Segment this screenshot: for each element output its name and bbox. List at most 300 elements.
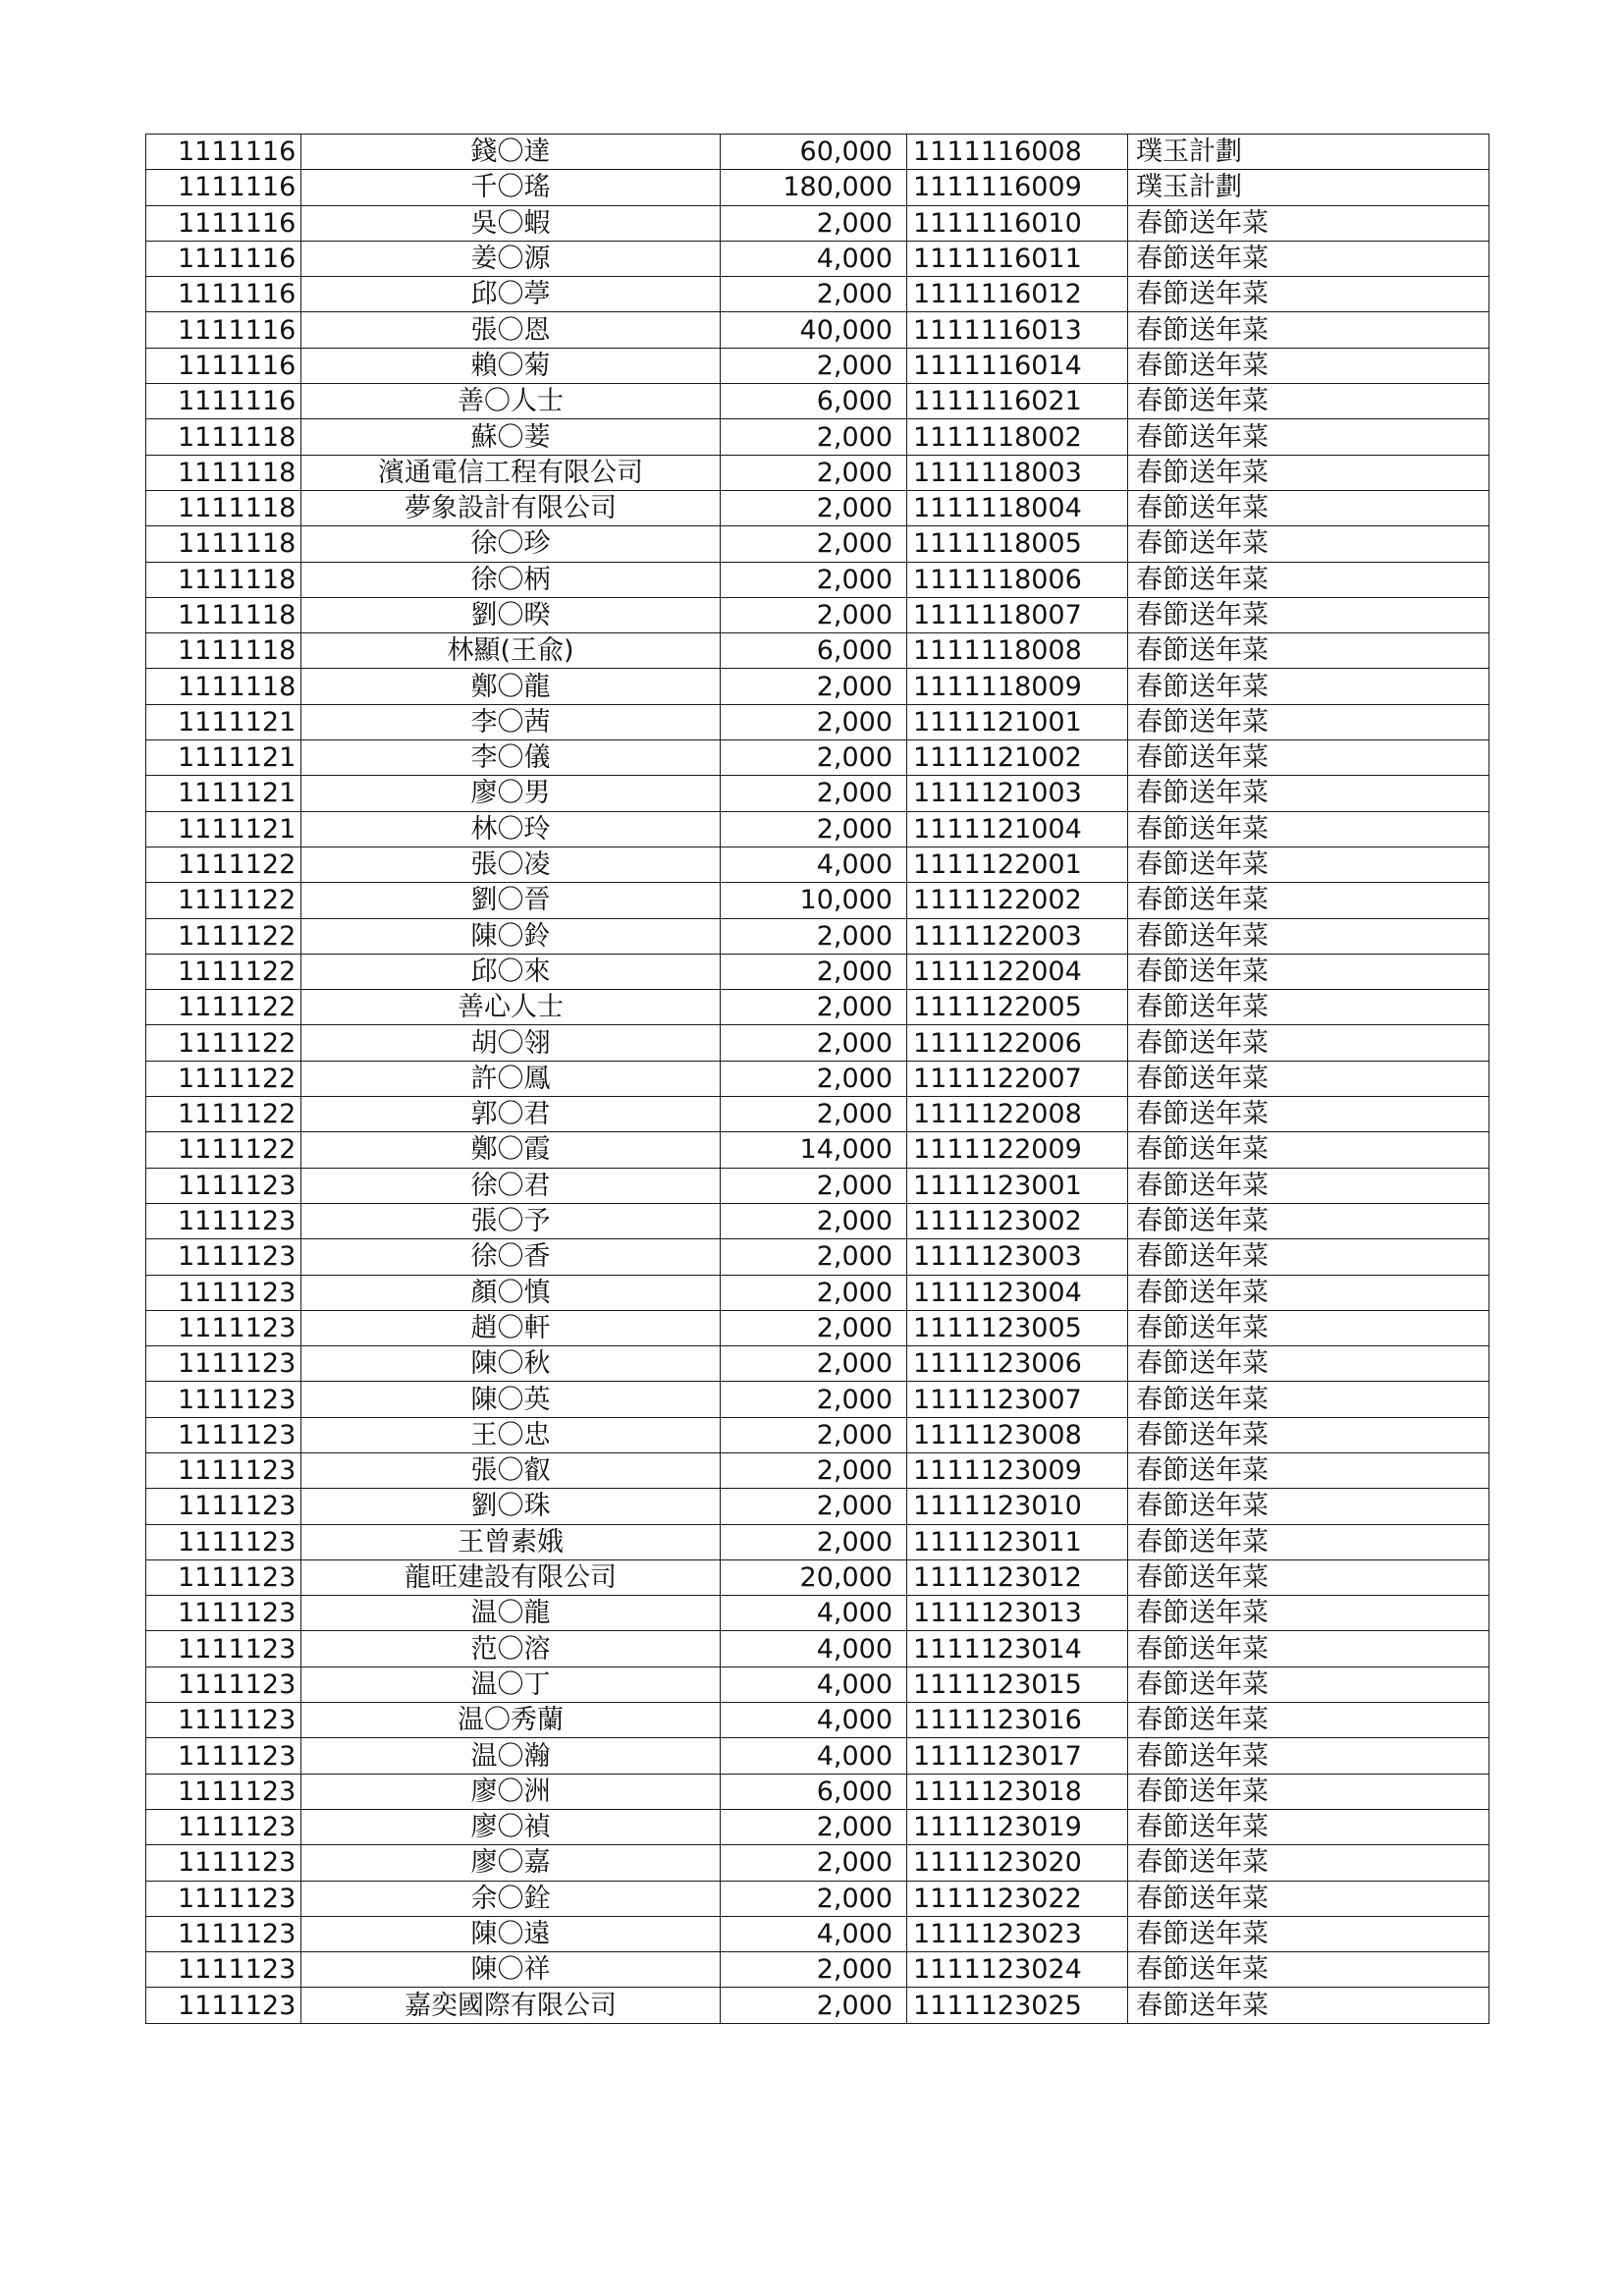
receipt-number-cell: 1111118004 — [907, 490, 1128, 525]
donor-name-cell: 龍旺建設有限公司 — [301, 1559, 721, 1595]
donor-name-cell: 廖〇男 — [301, 776, 721, 811]
table-row — [146, 1596, 1489, 1631]
receipt-number-cell: 1111116013 — [907, 312, 1128, 348]
purpose-cell: 春節送年菜 — [1128, 1061, 1489, 1096]
donor-name-cell: 徐〇珍 — [301, 526, 721, 562]
donor-name-cell: 徐〇君 — [301, 1168, 721, 1203]
amount-cell: 2,000 — [721, 1097, 907, 1132]
amount-cell: 4,000 — [721, 241, 907, 276]
amount-cell: 2,000 — [721, 1239, 907, 1275]
receipt-number-cell: 1111123008 — [907, 1417, 1128, 1452]
date-cell: 1111123 — [146, 1559, 301, 1595]
receipt-number-cell: 1111123016 — [907, 1703, 1128, 1738]
purpose-cell: 春節送年菜 — [1128, 1809, 1489, 1844]
purpose-cell: 春節送年菜 — [1128, 1489, 1489, 1524]
purpose-cell: 春節送年菜 — [1128, 954, 1489, 989]
date-cell: 1111123 — [146, 1703, 301, 1738]
table-row — [146, 811, 1489, 847]
receipt-number-cell: 1111121001 — [907, 704, 1128, 739]
purpose-cell: 春節送年菜 — [1128, 1952, 1489, 1988]
donor-name-cell: 廖〇嘉 — [301, 1845, 721, 1881]
purpose-cell: 春節送年菜 — [1128, 1845, 1489, 1881]
table-row — [146, 847, 1489, 882]
date-cell: 1111123 — [146, 1346, 301, 1382]
date-cell: 1111121 — [146, 776, 301, 811]
purpose-cell: 春節送年菜 — [1128, 526, 1489, 562]
purpose-cell: 春節送年菜 — [1128, 1774, 1489, 1809]
purpose-cell: 春節送年菜 — [1128, 1346, 1489, 1382]
purpose-cell: 春節送年菜 — [1128, 1596, 1489, 1631]
donor-name-cell: 邱〇來 — [301, 954, 721, 989]
donor-name-cell: 劉〇暌 — [301, 597, 721, 632]
amount-cell: 4,000 — [721, 1738, 907, 1774]
amount-cell: 4,000 — [721, 1631, 907, 1667]
date-cell: 1111122 — [146, 1132, 301, 1168]
donation-table — [145, 134, 1489, 2024]
purpose-cell: 春節送年菜 — [1128, 1703, 1489, 1738]
donor-name-cell: 廖〇洲 — [301, 1774, 721, 1809]
purpose-cell: 春節送年菜 — [1128, 205, 1489, 241]
amount-cell: 2,000 — [721, 562, 907, 597]
table-row — [146, 419, 1489, 455]
date-cell: 1111123 — [146, 1845, 301, 1881]
amount-cell: 180,000 — [721, 170, 907, 205]
table-row — [146, 1097, 1489, 1132]
receipt-number-cell: 1111118006 — [907, 562, 1128, 597]
table-row — [146, 740, 1489, 776]
purpose-cell: 春節送年菜 — [1128, 1239, 1489, 1275]
table-row — [146, 1916, 1489, 1951]
date-cell: 1111121 — [146, 704, 301, 739]
purpose-cell: 春節送年菜 — [1128, 1203, 1489, 1238]
amount-cell: 2,000 — [721, 1417, 907, 1452]
donor-name-cell: 張〇叡 — [301, 1452, 721, 1488]
table-row — [146, 170, 1489, 205]
receipt-number-cell: 1111116012 — [907, 277, 1128, 312]
date-cell: 1111118 — [146, 669, 301, 704]
date-cell: 1111118 — [146, 633, 301, 669]
receipt-number-cell: 1111122007 — [907, 1061, 1128, 1096]
purpose-cell: 春節送年菜 — [1128, 1738, 1489, 1774]
amount-cell: 2,000 — [721, 1203, 907, 1238]
donor-name-cell: 王曾素娥 — [301, 1524, 721, 1559]
receipt-number-cell: 1111123009 — [907, 1452, 1128, 1488]
amount-cell: 2,000 — [721, 205, 907, 241]
amount-cell: 20,000 — [721, 1559, 907, 1595]
donor-name-cell: 邱〇葶 — [301, 277, 721, 312]
amount-cell: 2,000 — [721, 1809, 907, 1844]
purpose-cell: 春節送年菜 — [1128, 562, 1489, 597]
donor-name-cell: 陳〇秋 — [301, 1346, 721, 1382]
purpose-cell: 春節送年菜 — [1128, 490, 1489, 525]
date-cell: 1111123 — [146, 1275, 301, 1310]
donor-name-cell: 徐〇香 — [301, 1239, 721, 1275]
receipt-number-cell: 1111122009 — [907, 1132, 1128, 1168]
table-row — [146, 1203, 1489, 1238]
receipt-number-cell: 1111116009 — [907, 170, 1128, 205]
date-cell: 1111116 — [146, 348, 301, 383]
receipt-number-cell: 1111123013 — [907, 1596, 1128, 1631]
table-row — [146, 1025, 1489, 1061]
amount-cell: 2,000 — [721, 597, 907, 632]
table-row — [146, 597, 1489, 632]
table-row — [146, 883, 1489, 918]
date-cell: 1111123 — [146, 1596, 301, 1631]
receipt-number-cell: 1111116021 — [907, 384, 1128, 419]
date-cell: 1111122 — [146, 883, 301, 918]
purpose-cell: 春節送年菜 — [1128, 1452, 1489, 1488]
donor-name-cell: 張〇恩 — [301, 312, 721, 348]
table-row — [146, 490, 1489, 525]
purpose-cell: 春節送年菜 — [1128, 241, 1489, 276]
table-row — [146, 1132, 1489, 1168]
purpose-cell: 春節送年菜 — [1128, 740, 1489, 776]
table-row — [146, 135, 1489, 170]
receipt-number-cell: 1111116014 — [907, 348, 1128, 383]
date-cell: 1111118 — [146, 562, 301, 597]
table-row — [146, 277, 1489, 312]
receipt-number-cell: 1111123002 — [907, 1203, 1128, 1238]
table-row — [146, 1809, 1489, 1844]
table-row — [146, 1845, 1489, 1881]
donor-name-cell: 鄭〇龍 — [301, 669, 721, 704]
table-row — [146, 1061, 1489, 1096]
receipt-number-cell: 1111118009 — [907, 669, 1128, 704]
purpose-cell: 春節送年菜 — [1128, 990, 1489, 1025]
date-cell: 1111116 — [146, 241, 301, 276]
receipt-number-cell: 1111118005 — [907, 526, 1128, 562]
donor-name-cell: 温〇丁 — [301, 1667, 721, 1702]
table-row — [146, 1559, 1489, 1595]
date-cell: 1111121 — [146, 811, 301, 847]
amount-cell: 4,000 — [721, 1703, 907, 1738]
date-cell: 1111123 — [146, 1203, 301, 1238]
date-cell: 1111123 — [146, 1168, 301, 1203]
receipt-number-cell: 1111123006 — [907, 1346, 1128, 1382]
receipt-number-cell: 1111122004 — [907, 954, 1128, 989]
donor-name-cell: 張〇予 — [301, 1203, 721, 1238]
table-row — [146, 1667, 1489, 1702]
table-row — [146, 1489, 1489, 1524]
amount-cell: 2,000 — [721, 918, 907, 954]
purpose-cell: 春節送年菜 — [1128, 419, 1489, 455]
donor-name-cell: 徐〇柄 — [301, 562, 721, 597]
purpose-cell: 春節送年菜 — [1128, 847, 1489, 882]
purpose-cell: 春節送年菜 — [1128, 918, 1489, 954]
amount-cell: 2,000 — [721, 455, 907, 490]
table-row — [146, 312, 1489, 348]
date-cell: 1111123 — [146, 1239, 301, 1275]
date-cell: 1111118 — [146, 455, 301, 490]
purpose-cell: 春節送年菜 — [1128, 669, 1489, 704]
purpose-cell: 春節送年菜 — [1128, 1524, 1489, 1559]
amount-cell: 2,000 — [721, 526, 907, 562]
receipt-number-cell: 1111121004 — [907, 811, 1128, 847]
table-row — [146, 562, 1489, 597]
purpose-cell: 璞玉計劃 — [1128, 135, 1489, 170]
receipt-number-cell: 1111123017 — [907, 1738, 1128, 1774]
purpose-cell: 璞玉計劃 — [1128, 170, 1489, 205]
date-cell: 1111116 — [146, 135, 301, 170]
amount-cell: 2,000 — [721, 419, 907, 455]
purpose-cell: 春節送年菜 — [1128, 1382, 1489, 1417]
purpose-cell: 春節送年菜 — [1128, 1025, 1489, 1061]
donor-name-cell: 濱通電信工程有限公司 — [301, 455, 721, 490]
amount-cell: 2,000 — [721, 1845, 907, 1881]
date-cell: 1111123 — [146, 1489, 301, 1524]
receipt-number-cell: 1111122001 — [907, 847, 1128, 882]
amount-cell: 6,000 — [721, 384, 907, 419]
receipt-number-cell: 1111118002 — [907, 419, 1128, 455]
amount-cell: 2,000 — [721, 1382, 907, 1417]
purpose-cell: 春節送年菜 — [1128, 883, 1489, 918]
receipt-number-cell: 1111123007 — [907, 1382, 1128, 1417]
purpose-cell: 春節送年菜 — [1128, 384, 1489, 419]
date-cell: 1111116 — [146, 205, 301, 241]
donor-name-cell: 李〇儀 — [301, 740, 721, 776]
amount-cell: 6,000 — [721, 1774, 907, 1809]
date-cell: 1111118 — [146, 526, 301, 562]
amount-cell: 2,000 — [721, 490, 907, 525]
amount-cell: 2,000 — [721, 1275, 907, 1310]
purpose-cell: 春節送年菜 — [1128, 1168, 1489, 1203]
table-row — [146, 241, 1489, 276]
receipt-number-cell: 1111123012 — [907, 1559, 1128, 1595]
date-cell: 1111121 — [146, 740, 301, 776]
table-row — [146, 1774, 1489, 1809]
receipt-number-cell: 1111123011 — [907, 1524, 1128, 1559]
donor-name-cell: 趙〇軒 — [301, 1310, 721, 1345]
table-row — [146, 669, 1489, 704]
purpose-cell: 春節送年菜 — [1128, 811, 1489, 847]
purpose-cell: 春節送年菜 — [1128, 597, 1489, 632]
amount-cell: 2,000 — [721, 1452, 907, 1488]
donor-name-cell: 陳〇鈴 — [301, 918, 721, 954]
donor-name-cell: 林〇玲 — [301, 811, 721, 847]
donor-name-cell: 陳〇祥 — [301, 1952, 721, 1988]
donor-name-cell: 善〇人士 — [301, 384, 721, 419]
donor-name-cell: 范〇溶 — [301, 1631, 721, 1667]
table-row — [146, 1988, 1489, 2023]
purpose-cell: 春節送年菜 — [1128, 277, 1489, 312]
date-cell: 1111123 — [146, 1738, 301, 1774]
table-row — [146, 776, 1489, 811]
date-cell: 1111116 — [146, 312, 301, 348]
table-row — [146, 1168, 1489, 1203]
receipt-number-cell: 1111122003 — [907, 918, 1128, 954]
amount-cell: 2,000 — [721, 1025, 907, 1061]
receipt-number-cell: 1111123024 — [907, 1952, 1128, 1988]
amount-cell: 2,000 — [721, 1952, 907, 1988]
amount-cell: 2,000 — [721, 1489, 907, 1524]
date-cell: 1111123 — [146, 1809, 301, 1844]
date-cell: 1111122 — [146, 1025, 301, 1061]
receipt-number-cell: 1111123003 — [907, 1239, 1128, 1275]
receipt-number-cell: 1111116010 — [907, 205, 1128, 241]
table-row — [146, 348, 1489, 383]
table-row — [146, 918, 1489, 954]
donor-name-cell: 劉〇晉 — [301, 883, 721, 918]
table-row — [146, 1382, 1489, 1417]
receipt-number-cell: 1111122005 — [907, 990, 1128, 1025]
purpose-cell: 春節送年菜 — [1128, 1988, 1489, 2023]
amount-cell: 14,000 — [721, 1132, 907, 1168]
date-cell: 1111123 — [146, 1774, 301, 1809]
receipt-number-cell: 1111123015 — [907, 1667, 1128, 1702]
purpose-cell: 春節送年菜 — [1128, 348, 1489, 383]
date-cell: 1111116 — [146, 384, 301, 419]
receipt-number-cell: 1111122008 — [907, 1097, 1128, 1132]
table-row — [146, 633, 1489, 669]
date-cell: 1111116 — [146, 170, 301, 205]
amount-cell: 60,000 — [721, 135, 907, 170]
purpose-cell: 春節送年菜 — [1128, 776, 1489, 811]
date-cell: 1111118 — [146, 597, 301, 632]
date-cell: 1111123 — [146, 1881, 301, 1916]
date-cell: 1111122 — [146, 1097, 301, 1132]
date-cell: 1111122 — [146, 1061, 301, 1096]
receipt-number-cell: 1111123025 — [907, 1988, 1128, 2023]
date-cell: 1111123 — [146, 1667, 301, 1702]
receipt-number-cell: 1111123005 — [907, 1310, 1128, 1345]
amount-cell: 2,000 — [721, 704, 907, 739]
donor-name-cell: 温〇秀蘭 — [301, 1703, 721, 1738]
amount-cell: 2,000 — [721, 1524, 907, 1559]
date-cell: 1111122 — [146, 954, 301, 989]
amount-cell: 2,000 — [721, 1310, 907, 1345]
receipt-number-cell: 1111118003 — [907, 455, 1128, 490]
amount-cell: 4,000 — [721, 1667, 907, 1702]
amount-cell: 4,000 — [721, 847, 907, 882]
receipt-number-cell: 1111118008 — [907, 633, 1128, 669]
purpose-cell: 春節送年菜 — [1128, 1132, 1489, 1168]
amount-cell: 2,000 — [721, 811, 907, 847]
table-row — [146, 1952, 1489, 1988]
table-row — [146, 1452, 1489, 1488]
table-row — [146, 205, 1489, 241]
donor-name-cell: 胡〇翎 — [301, 1025, 721, 1061]
amount-cell: 2,000 — [721, 669, 907, 704]
date-cell: 1111123 — [146, 1988, 301, 2023]
receipt-number-cell: 1111122006 — [907, 1025, 1128, 1061]
table-row — [146, 1524, 1489, 1559]
table-row — [146, 1417, 1489, 1452]
donor-name-cell: 千〇瑤 — [301, 170, 721, 205]
date-cell: 1111122 — [146, 918, 301, 954]
purpose-cell: 春節送年菜 — [1128, 1097, 1489, 1132]
amount-cell: 10,000 — [721, 883, 907, 918]
receipt-number-cell: 1111122002 — [907, 883, 1128, 918]
amount-cell: 2,000 — [721, 1168, 907, 1203]
purpose-cell: 春節送年菜 — [1128, 704, 1489, 739]
table-row — [146, 1703, 1489, 1738]
amount-cell: 4,000 — [721, 1596, 907, 1631]
purpose-cell: 春節送年菜 — [1128, 1631, 1489, 1667]
date-cell: 1111122 — [146, 847, 301, 882]
date-cell: 1111123 — [146, 1916, 301, 1951]
amount-cell: 2,000 — [721, 1881, 907, 1916]
receipt-number-cell: 1111121003 — [907, 776, 1128, 811]
table-row — [146, 1275, 1489, 1310]
donor-name-cell: 善心人士 — [301, 990, 721, 1025]
donor-name-cell: 張〇凌 — [301, 847, 721, 882]
amount-cell: 2,000 — [721, 740, 907, 776]
donor-name-cell: 嘉奕國際有限公司 — [301, 1988, 721, 2023]
date-cell: 1111123 — [146, 1952, 301, 1988]
donor-name-cell: 鄭〇霞 — [301, 1132, 721, 1168]
donor-name-cell: 劉〇珠 — [301, 1489, 721, 1524]
purpose-cell: 春節送年菜 — [1128, 1275, 1489, 1310]
receipt-number-cell: 1111116008 — [907, 135, 1128, 170]
donor-name-cell: 吳〇蝦 — [301, 205, 721, 241]
receipt-number-cell: 1111123004 — [907, 1275, 1128, 1310]
receipt-number-cell: 1111123010 — [907, 1489, 1128, 1524]
donor-name-cell: 夢象設計有限公司 — [301, 490, 721, 525]
purpose-cell: 春節送年菜 — [1128, 455, 1489, 490]
receipt-number-cell: 1111116011 — [907, 241, 1128, 276]
purpose-cell: 春節送年菜 — [1128, 1916, 1489, 1951]
table-row — [146, 526, 1489, 562]
purpose-cell: 春節送年菜 — [1128, 1417, 1489, 1452]
date-cell: 1111123 — [146, 1452, 301, 1488]
purpose-cell: 春節送年菜 — [1128, 312, 1489, 348]
date-cell: 1111118 — [146, 490, 301, 525]
table-row — [146, 704, 1489, 739]
date-cell: 1111118 — [146, 419, 301, 455]
table-row — [146, 1239, 1489, 1275]
table-row — [146, 990, 1489, 1025]
donor-name-cell: 廖〇禎 — [301, 1809, 721, 1844]
amount-cell: 2,000 — [721, 954, 907, 989]
receipt-number-cell: 1111123022 — [907, 1881, 1128, 1916]
receipt-number-cell: 1111123019 — [907, 1809, 1128, 1844]
receipt-number-cell: 1111123023 — [907, 1916, 1128, 1951]
table-row — [146, 455, 1489, 490]
amount-cell: 6,000 — [721, 633, 907, 669]
donor-name-cell: 温〇瀚 — [301, 1738, 721, 1774]
donor-name-cell: 姜〇源 — [301, 241, 721, 276]
table-row — [146, 1631, 1489, 1667]
date-cell: 1111116 — [146, 277, 301, 312]
amount-cell: 2,000 — [721, 348, 907, 383]
donor-name-cell: 陳〇英 — [301, 1382, 721, 1417]
receipt-number-cell: 1111123014 — [907, 1631, 1128, 1667]
donor-name-cell: 顏〇慎 — [301, 1275, 721, 1310]
donor-name-cell: 郭〇君 — [301, 1097, 721, 1132]
amount-cell: 2,000 — [721, 990, 907, 1025]
table-row — [146, 954, 1489, 989]
table-row — [146, 1310, 1489, 1345]
donor-name-cell: 李〇茜 — [301, 704, 721, 739]
donor-name-cell: 王〇忠 — [301, 1417, 721, 1452]
table-row — [146, 1346, 1489, 1382]
amount-cell: 2,000 — [721, 1061, 907, 1096]
donor-name-cell: 余〇銓 — [301, 1881, 721, 1916]
receipt-number-cell: 1111123001 — [907, 1168, 1128, 1203]
donor-name-cell: 賴〇菊 — [301, 348, 721, 383]
donation-rows — [146, 135, 1489, 2024]
amount-cell: 2,000 — [721, 277, 907, 312]
date-cell: 1111123 — [146, 1631, 301, 1667]
donor-name-cell: 陳〇遠 — [301, 1916, 721, 1951]
table-row — [146, 1738, 1489, 1774]
donor-name-cell: 錢〇達 — [301, 135, 721, 170]
table-row — [146, 384, 1489, 419]
amount-cell: 2,000 — [721, 1988, 907, 2023]
purpose-cell: 春節送年菜 — [1128, 1559, 1489, 1595]
receipt-number-cell: 1111123018 — [907, 1774, 1128, 1809]
amount-cell: 2,000 — [721, 1346, 907, 1382]
